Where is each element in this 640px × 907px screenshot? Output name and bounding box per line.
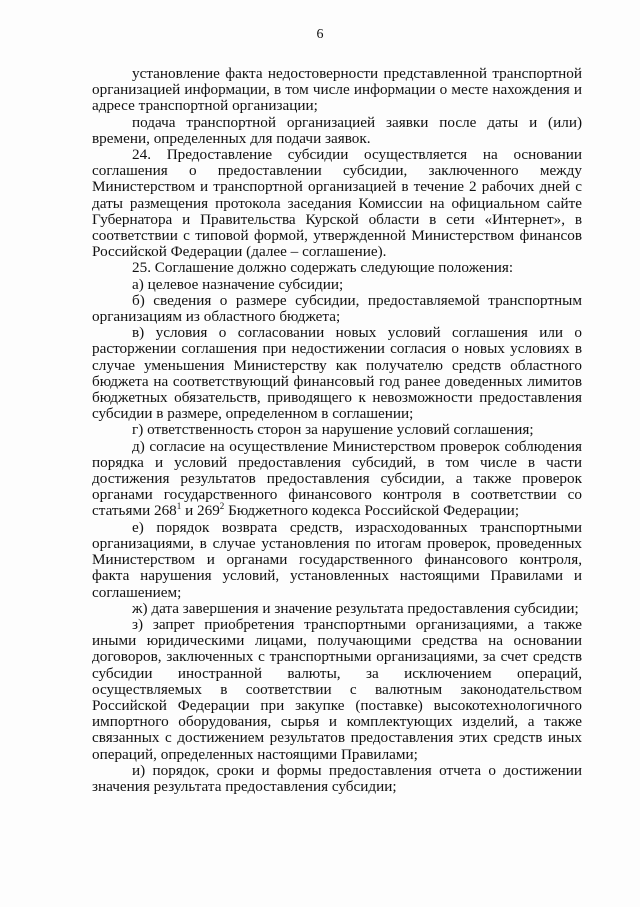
paragraph-item-z: з) запрет приобретения транспортными организациями, а также иными юридическими лицами, получающими средства на основании договоров, заключенных с транспортными организациями, за счет средств субсидии иностранной валюты, за исключением операций, осуществляемых в соответствии с валютным законодательством Российской Федерации при закупке (поставке) высокотехнологичного импортного оборудования, сырья и комплектующих изделий, а также связанных с достижением результатов предоставления этих средств иных операций, определенных настоящими Правилами; <box>92 615 582 763</box>
paragraph-25-provisions: 25. Соглашение должно содержать следующие положения: <box>132 259 514 277</box>
item-d-superscript-1: 1 <box>176 501 182 512</box>
paragraph-unreliable-info: установление факта недостоверности представленной транспортной организацией информации, в том числе информации о месте нахождения и адресе транспортной организации; <box>92 65 582 115</box>
item-d-text-after: Бюджетного кодекса Российской Федерации; <box>224 502 520 520</box>
paragraph-item-g: г) ответственность сторон за нарушение условий соглашения; <box>132 421 534 439</box>
item-d-text-before: д) согласие на осуществление Министерством проверок соблюдения порядка и условий предоставления субсидий, в том числе в части достижения результатов предоставления субсидии, а также проверок органами государственного финансового контроля в соответствии со статьями 268 <box>92 437 582 520</box>
paragraph-item-e: е) порядок возврата средств, израсходованных транспортными организациями, в случае установления по итогам проверок, проведенных Министерством и органами государственного финансового контроля, факта нарушения условий, установленных настоящими Правилами и соглашением; <box>92 518 582 601</box>
item-d-text-middle: и 269 <box>181 502 220 520</box>
paragraph-24-agreement: 24. Предоставление субсидии осуществляется на основании соглашения о предоставлении субсидии, заключенного между Министерством и транспортной организацией в течение 2 рабочих дней с даты размещения протокола заседания Комиссии на официальном сайте Губернатора и Правительства Курской области в сети «Интернет», в соответствии с типовой формой, утвержденной Министерством финансов Российской Федерации (далее – соглашение). <box>92 146 582 261</box>
paragraph-item-d <box>92 439 582 520</box>
paragraph-late-application: подача транспортной организацией заявки после даты и (или) времени, определенных для подачи заявок. <box>92 113 582 147</box>
paragraph-item-v: в) условия о согласовании новых условий соглашения или о расторжении соглашения при недостижении согласия о новых условиях в случае уменьшения Министерству как получателю средств областного бюджета на соответствующий финансовый год ранее доведенных лимитов бюджетных обязательств, приводящего к невозможности предоставления субсидии в размере, определенном в соглашении; <box>92 324 582 423</box>
paragraph-item-i: и) порядок, сроки и формы предоставления отчета о достижении значения результата предоставления субсидии; <box>92 761 582 795</box>
paragraph-item-zh: ж) дата завершения и значение результата предоставления субсидии; <box>132 599 579 617</box>
paragraph-item-a: а) целевое назначение субсидии; <box>132 275 344 293</box>
page-number: 6 <box>316 27 324 42</box>
item-d-superscript-2: 2 <box>219 501 225 512</box>
document-body <box>92 66 582 795</box>
paragraph-item-b: б) сведения о размере субсидии, предоставляемой транспортным организациям из областного бюджета; <box>92 291 582 326</box>
